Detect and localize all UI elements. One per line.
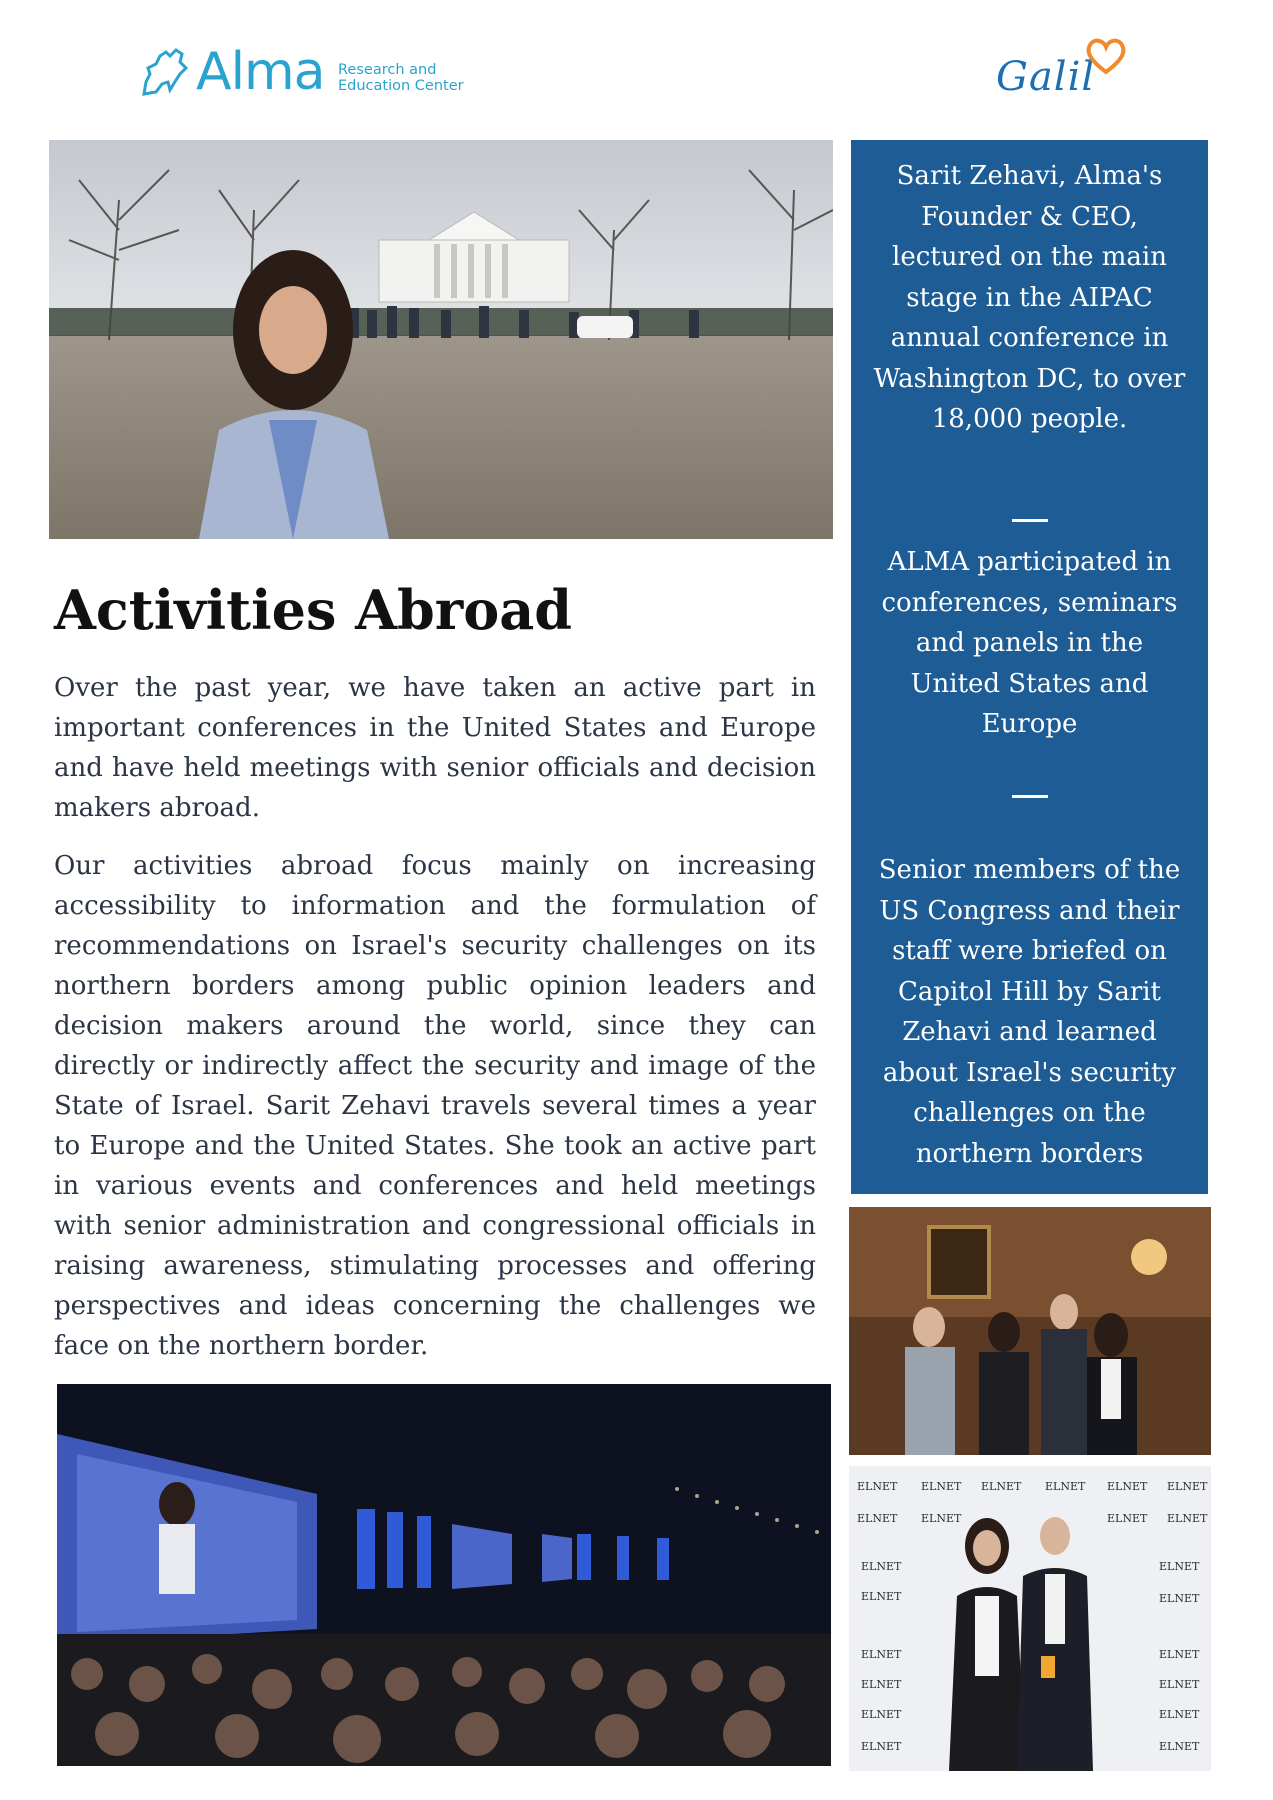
elnet-wall-label: ELNET — [861, 1648, 902, 1661]
elnet-wall-label: ELNET — [1159, 1560, 1200, 1573]
sidebar-highlight-capitol-hill: Senior members of the US Congress and their staff were briefed on Capitol Hill by Sarit Zehavi and learned about Israel's security challenges on the northern borders — [878, 855, 1181, 1169]
elnet-wall-label: ELNET — [1159, 1678, 1200, 1691]
alma-logo-subtitle — [338, 62, 464, 94]
sidebar-highlight-aipac: Sarit Zehavi, Alma's Founder & CEO, lectured on the main stage in the AIPAC annual conference in Washington DC, to over 18,000 people. — [873, 161, 1186, 434]
alma-logo-word: Alma — [196, 42, 325, 102]
elnet-wall-label: ELNET — [1159, 1708, 1200, 1721]
page-title: Activities Abroad — [54, 578, 573, 642]
paragraph-details: Our activities abroad focus mainly on increasing accessibility to information and the formulation of recommendations on Israel's security challenges on its northern borders among public opinion leaders and decision makers around the world, since they can directly or indirectly affect the security and image of the State of Israel. Sarit Zehavi travels several times a year to Europe and the United States. She took an active part in various events and conferences and held meetings with senior administration and congressional officials in raising awareness, stimulating processes and offering perspectives and ideas concerning the challenges we face on the northern border. — [54, 851, 816, 1361]
elnet-wall-label: ELNET — [1107, 1480, 1148, 1493]
alma-logo-sub-line1: Research and — [338, 62, 437, 78]
paragraph-intro: Over the past year, we have taken an active part in important conferences in the United States and Europe and have held meetings with senior officials and decision makers abroad. — [54, 673, 816, 823]
galil-logo — [996, 36, 1156, 106]
elnet-wall-label: ELNET — [861, 1678, 902, 1691]
elnet-wall-label: ELNET — [981, 1480, 1022, 1493]
elnet-wall-label: ELNET — [1167, 1512, 1208, 1525]
elnet-wall-label: ELNET — [861, 1708, 902, 1721]
elnet-wall-label: ELNET — [861, 1740, 902, 1753]
elnet-event-photo — [849, 1466, 1211, 1771]
israel-map-icon — [140, 46, 194, 96]
elnet-wall-label: ELNET — [861, 1590, 902, 1603]
capitol-hill-photo — [849, 1207, 1211, 1455]
sidebar-divider — [1012, 795, 1048, 798]
sidebar-highlight-conferences: ALMA participated in conferences, seminars and panels in the United States and Europe — [881, 547, 1178, 739]
elnet-wall-label: ELNET — [857, 1480, 898, 1493]
heart-icon — [1084, 36, 1128, 76]
elnet-wall-label: ELNET — [857, 1512, 898, 1525]
elnet-wall-label: ELNET — [1159, 1592, 1200, 1605]
elnet-wall-label: ELNET — [1107, 1512, 1148, 1525]
elnet-wall-label: ELNET — [1159, 1740, 1200, 1753]
elnet-wall-label: ELNET — [1045, 1480, 1086, 1493]
white-house-photo — [49, 140, 833, 539]
elnet-wall-label: ELNET — [1167, 1480, 1208, 1493]
elnet-wall-label: ELNET — [921, 1512, 962, 1525]
alma-logo — [140, 40, 500, 104]
elnet-wall-label: ELNET — [921, 1480, 962, 1493]
elnet-wall-label: ELNET — [1159, 1648, 1200, 1661]
aipac-conference-photo — [57, 1384, 831, 1766]
sidebar-divider — [1012, 519, 1048, 522]
alma-logo-sub-line2: Education Center — [338, 78, 464, 94]
highlights-sidebar — [851, 140, 1208, 1194]
galil-logo-word: Galil — [996, 54, 1096, 100]
elnet-wall-label: ELNET — [861, 1560, 902, 1573]
